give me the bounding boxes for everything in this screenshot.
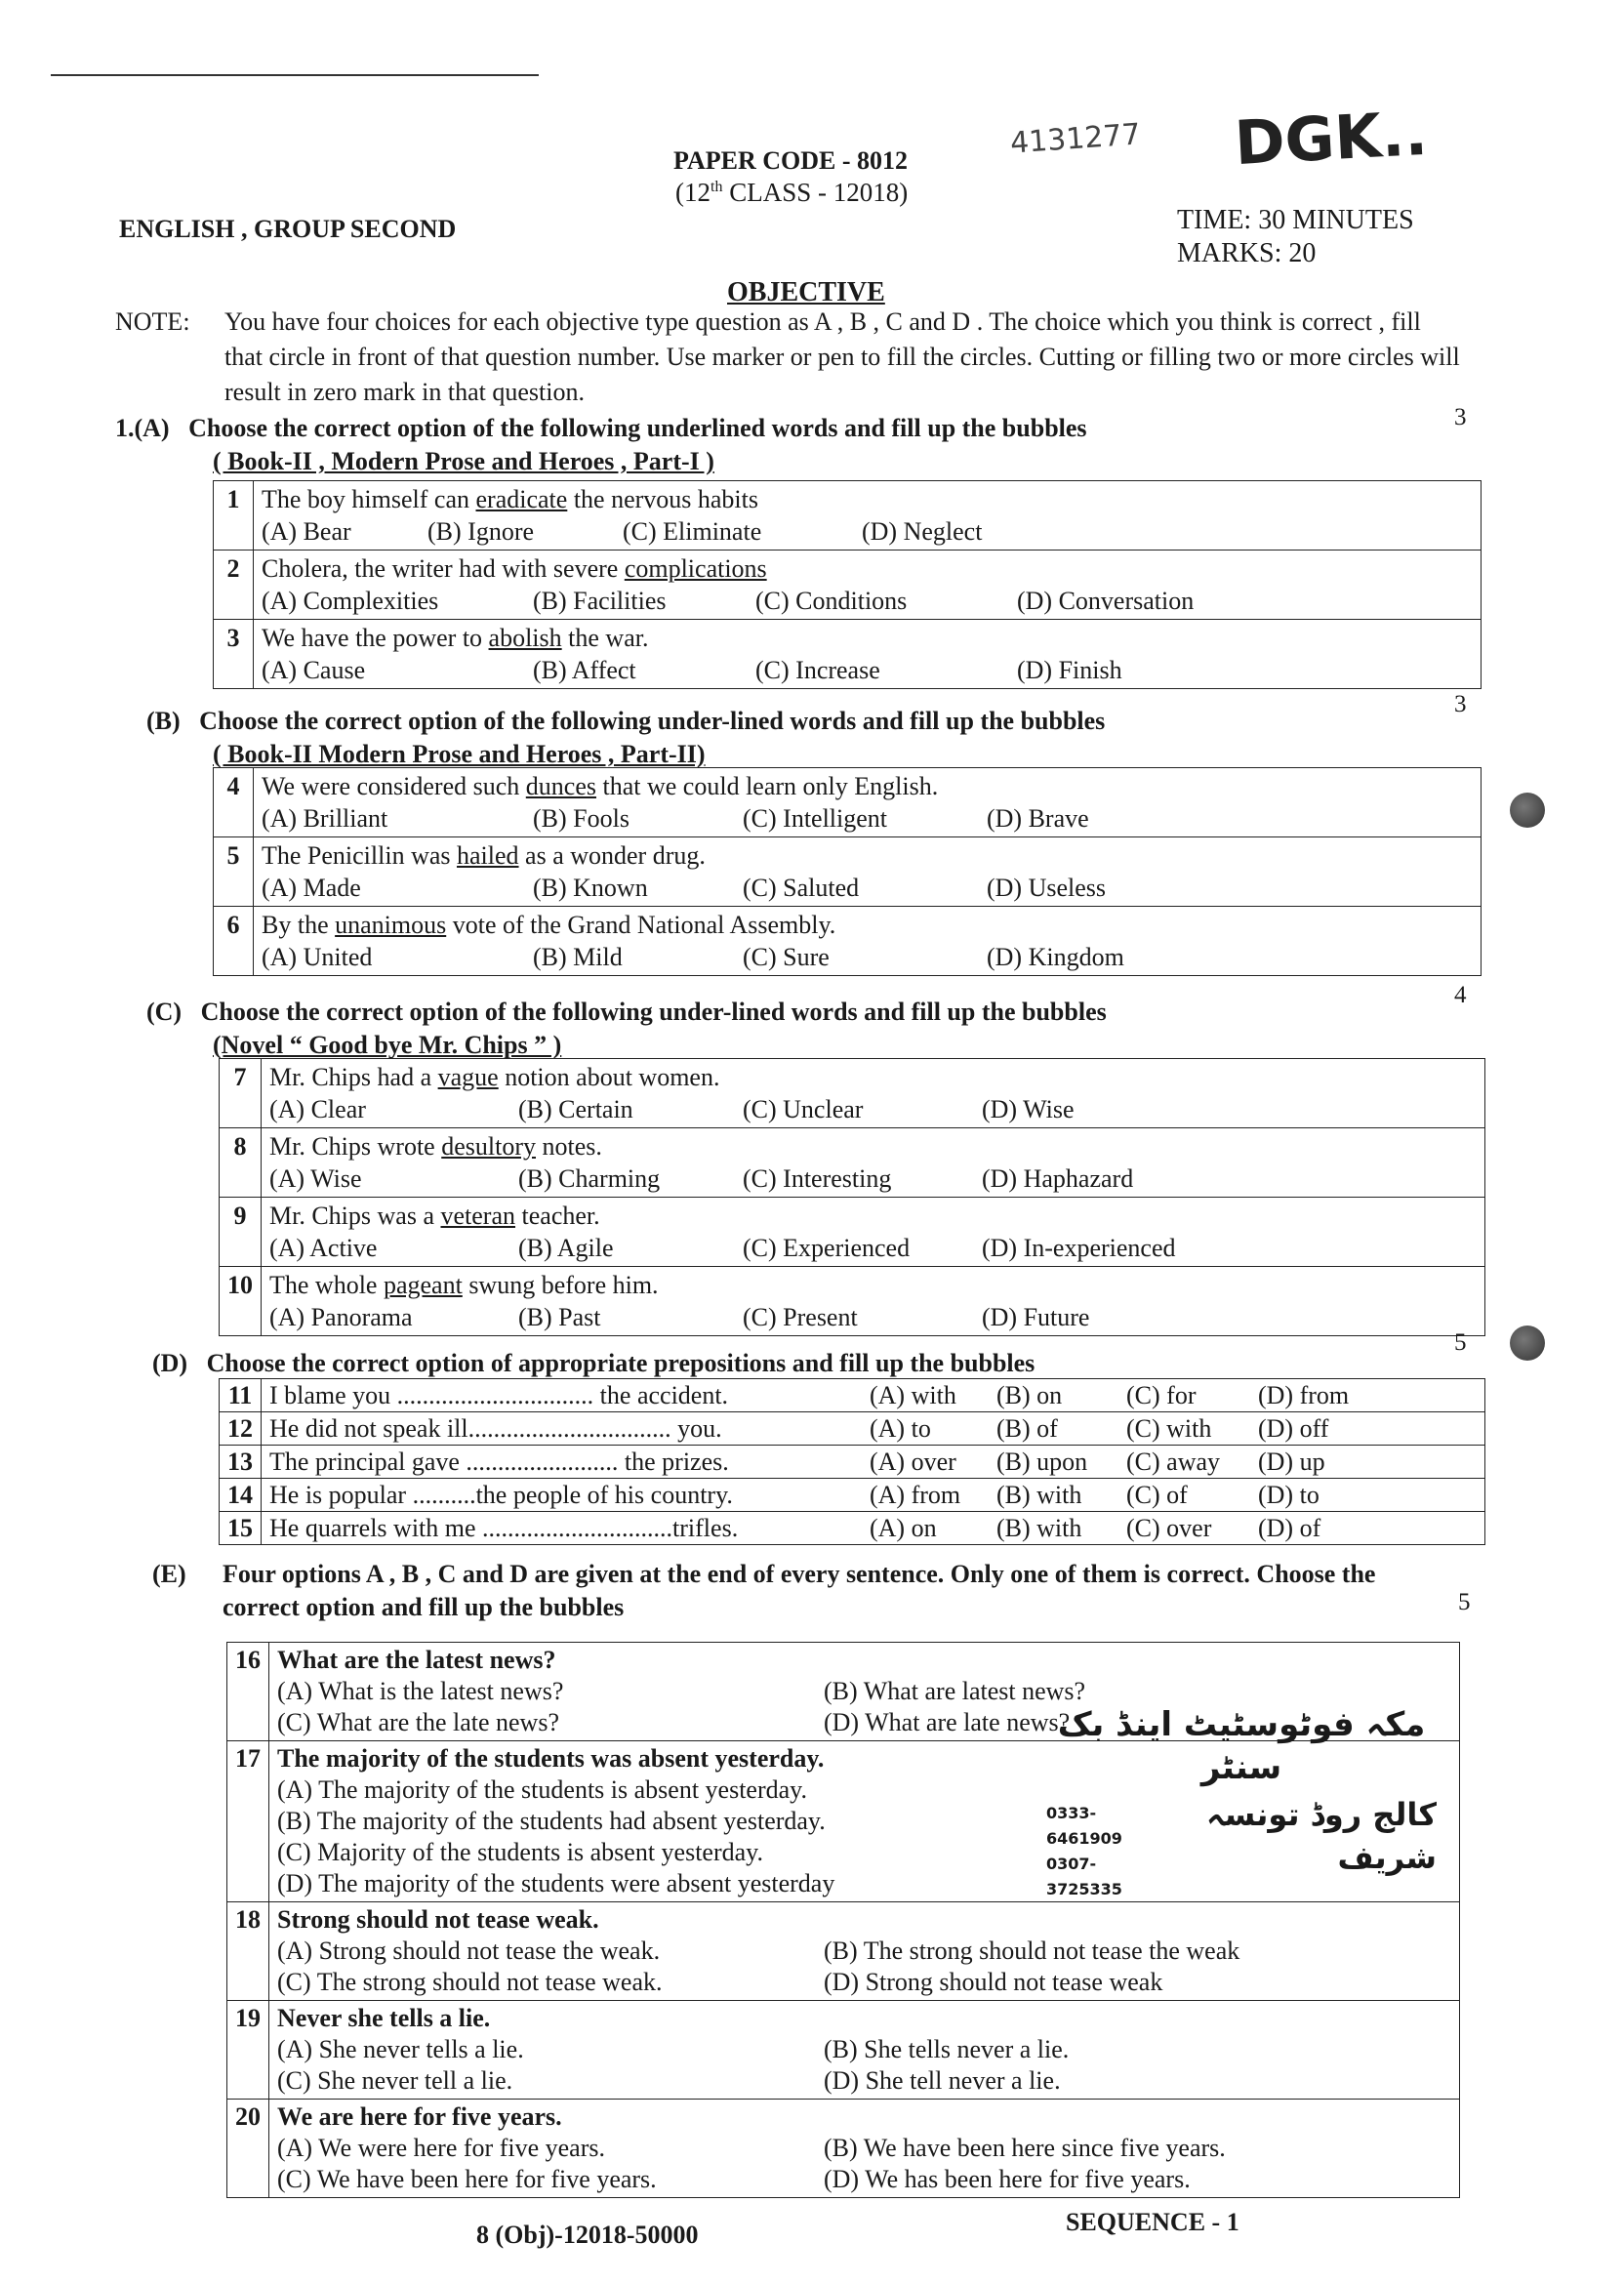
question-number: 18 [227,1902,269,2001]
section-b-heading [146,705,1415,771]
question-options [262,585,1473,617]
option-b: (B) She tells never a lie. [824,2035,1070,2063]
option-c: (C) of [1126,1481,1188,1509]
question-line [269,1481,1477,1509]
section-b-number: (B) [146,707,181,735]
footer-sequence: SEQUENCE - 1 [1066,2208,1239,2236]
question-line [269,1414,1477,1443]
section-c-table [219,1058,1485,1336]
option-a: (A) Cause [262,656,366,684]
section-a-marks: 3 [1454,404,1467,430]
option-c: (C) Eliminate [623,517,762,546]
question-number: 15 [220,1512,262,1545]
question-text: He quarrels with me ..............................trifles. [269,1514,739,1542]
question-text: We are here for five years. [277,2102,562,2131]
option-a: (A) Wise [269,1164,362,1193]
option-c: (C) Increase [755,656,880,684]
option-c: (C) What are the late news? [277,1708,559,1736]
question-number: 5 [214,837,254,907]
question-row [214,907,1482,976]
option-a: (A) Panorama [269,1303,413,1331]
stamp-phone-2: 0307-3725335 [1046,1855,1122,1898]
option-a: (A) over [870,1448,956,1476]
question-number: 7 [220,1059,262,1128]
question-text: What are the latest news? [277,1646,556,1674]
option-b: (B) The majority of the students had absent yesterday. [277,1807,826,1835]
option-b: (B) Fools [533,804,629,833]
section-b-marks: 3 [1454,691,1467,717]
question-number: 2 [214,551,254,620]
option-c: (C) Experienced [743,1234,911,1262]
option-b: (B) Past [518,1303,601,1331]
option-c: (C) with [1126,1414,1212,1443]
note-label: NOTE: [115,307,190,336]
option-d: (D) We has been here for five years. [824,2165,1191,2193]
option-a: (A) on [870,1514,937,1542]
question-row [227,2100,1460,2198]
subject-title: ENGLISH , GROUP SECOND [119,215,457,243]
option-a: (A) Strong should not tease the weak. [277,1937,661,1965]
option-a: (A) What is the latest news? [277,1677,564,1705]
question-options [262,872,1473,904]
question-number: 16 [227,1643,269,1741]
option-c: (C) Interesting [743,1164,892,1193]
option-d: (D) Future [982,1303,1090,1331]
question-line [269,1514,1477,1542]
question-number: 14 [220,1479,262,1512]
option-a: (A) She never tells a lie. [277,2035,524,2063]
question-text: Never she tells a lie. [277,2004,491,2032]
section-c-heading [146,996,1415,1062]
option-d: (D) Neglect [862,517,983,546]
question-number: 11 [220,1379,262,1412]
section-a-table [213,480,1482,689]
section-b-table [213,767,1482,976]
question-number: 1 [214,481,254,551]
option-a: (A) Bear [262,517,351,546]
question-row [220,1128,1485,1198]
option-b: (B) Known [533,874,648,902]
stamp-urdu-line-1: مکہ فوٹوسٹیٹ اینڈ بک سنٹر [1057,1705,1426,1787]
question-number: 19 [227,2001,269,2100]
objective-heading: OBJECTIVE [727,277,885,307]
option-a: (A) to [870,1414,931,1443]
option-d: (D) She tell never a lie. [824,2066,1061,2095]
question-row [214,837,1482,907]
question-number: 20 [227,2100,269,2198]
section-c-marks: 4 [1454,982,1467,1008]
option-a: (A) We were here for five years. [277,2134,605,2162]
instructions-note [115,305,1462,410]
option-b: (B) Facilities [533,587,667,615]
option-a: (A) from [870,1481,961,1509]
stamp-urdu-line-2: کالج روڈ تونسہ شریف [1206,1796,1437,1876]
option-b: (B) of [996,1414,1058,1443]
option-c: (C) for [1126,1381,1197,1409]
question-number: 17 [227,1741,269,1902]
shop-stamp [1046,1703,1437,1903]
footer-code: 8 (Obj)-12018-50000 [476,2221,699,2249]
section-c-book: (Novel “ Good bye Mr. Chips ” ) [213,1031,562,1059]
question-line [269,1381,1477,1409]
option-c: (C) She never tell a lie. [277,2066,513,2095]
question-options [269,1232,1477,1264]
section-a-book: ( Book-II , Modern Prose and Heroes , Part-I ) [213,447,714,475]
punch-hole-mark [1510,1326,1545,1361]
question-row [220,1267,1485,1336]
section-b-title: Choose the correct option of the following under-lined words and fill up the bubbles [199,707,1106,735]
option-d: (D) Wise [982,1095,1075,1123]
option-d: (D) Kingdom [987,943,1124,971]
option-b: (B) Mild [533,943,623,971]
question-line [269,1448,1477,1476]
question-text: Mr. Chips wrote desultory notes. [269,1132,602,1161]
option-d: (D) In-experienced [982,1234,1176,1262]
question-text: Mr. Chips was a veteran teacher. [269,1202,600,1230]
section-a-number: 1.(A) [115,414,170,442]
handwritten-tag: DGK.. [1233,97,1430,180]
option-a: (A) with [870,1381,956,1409]
section-e-number: (E) [152,1560,186,1588]
question-row [220,1059,1485,1128]
option-d: (D) up [1258,1448,1325,1476]
question-text: By the unanimous vote of the Grand National Assembly. [262,911,836,939]
option-d: (D) Finish [1017,656,1122,684]
option-b: (B) Charming [518,1164,661,1193]
question-number: 4 [214,768,254,837]
question-text: The majority of the students was absent yesterday. [277,1744,825,1773]
section-b-book: ( Book-II Modern Prose and Heroes , Part-II) [213,740,706,768]
section-e-title: Four options A , B , C and D are given at the end of every sentence. Only one of them is correct. Choose the correct option and fill up the bubbles [223,1560,1376,1621]
section-c-number: (C) [146,998,183,1026]
question-text: We have the power to abolish the war. [262,624,649,652]
question-number: 8 [220,1128,262,1198]
option-c: (C) Intelligent [743,804,888,833]
question-options [269,1162,1477,1195]
option-d: (D) of [1258,1514,1321,1542]
option-a: (A) Clear [269,1095,366,1123]
section-c-title: Choose the correct option of the following under-lined words and fill up the bubbles [200,998,1107,1026]
section-e-heading [152,1558,1421,1624]
option-c: (C) away [1126,1448,1221,1476]
handwritten-code: 4131277 [1008,117,1142,161]
option-b: (B) with [996,1481,1082,1509]
question-text: Strong should not tease weak. [277,1905,599,1934]
question-number: 12 [220,1412,262,1446]
option-b: (B) upon [996,1448,1088,1476]
section-a-title: Choose the correct option of the following underlined words and fill up the bubbles [188,414,1087,442]
question-row [220,1446,1485,1479]
question-options [277,2133,1451,2195]
top-rule [51,74,539,76]
option-a: (A) Made [262,874,361,902]
option-a: (A) Complexities [262,587,439,615]
option-d: (D) Strong should not tease weak [824,1968,1163,1996]
option-b: (B) Certain [518,1095,633,1123]
section-d-number: (D) [152,1349,188,1377]
question-row [220,1512,1485,1545]
option-a: (A) Brilliant [262,804,388,833]
option-d: (D) from [1258,1381,1350,1409]
option-b: (B) Agile [518,1234,614,1262]
question-text: The boy himself can eradicate the nervous habits [262,485,758,513]
section-a-heading [115,412,1384,478]
option-c: (C) Conditions [755,587,908,615]
note-text: You have four choices for each objective type question as A , B , C and D . The choice which you think is correct , fill that circle in front of that question number. Use marker or pen to fill the circles. Cutting or filling two or more circles will result in zero mark in that question. [224,307,1460,406]
option-a: (A) The majority of the students is absent yesterday. [277,1775,807,1804]
section-d-heading [152,1347,1421,1380]
punch-hole-mark [1510,793,1545,828]
question-text: He did not speak ill................................ you. [269,1414,722,1443]
question-number: 3 [214,620,254,689]
question-number: 9 [220,1198,262,1267]
option-c: (C) Majority of the students is absent yesterday. [277,1838,763,1866]
question-row [227,1902,1460,2001]
section-d-marks: 5 [1454,1329,1467,1356]
question-text: The principal gave ........................ the prizes. [269,1448,729,1476]
option-d: (D) to [1258,1481,1320,1509]
option-d: (D) What are late news? [824,1708,1071,1736]
option-c: (C) We have been here for five years. [277,2165,657,2193]
option-b: (B) Ignore [427,517,535,546]
option-d: (D) off [1258,1414,1329,1443]
paper-code: PAPER CODE - 8012 [673,146,909,175]
question-text: Cholera, the writer had with severe complications [262,554,767,583]
question-text: The whole pageant swung before him. [269,1271,659,1299]
question-number: 13 [220,1446,262,1479]
question-row [214,620,1482,689]
option-b: (B) with [996,1514,1082,1542]
question-options [262,802,1473,835]
class-line: (12th CLASS - 12018) [675,178,909,207]
option-d: (D) Brave [987,804,1089,833]
question-row [214,551,1482,620]
option-b: (B) We have been here since five years. [824,2134,1226,2162]
time-allowed: TIME: 30 MINUTES [1177,205,1414,235]
option-a: (A) United [262,943,373,971]
question-options [262,941,1473,973]
question-row [220,1479,1485,1512]
question-options [277,2034,1451,2097]
question-row [227,2001,1460,2100]
total-marks: MARKS: 20 [1177,238,1317,268]
option-c: (C) Present [743,1303,858,1331]
option-d: (D) Conversation [1017,587,1195,615]
option-b: (B) The strong should not tease the weak [824,1937,1240,1965]
question-text: I blame you ............................... the accident. [269,1381,729,1409]
section-d-table [219,1378,1485,1545]
question-number: 10 [220,1267,262,1336]
section-e-marks: 5 [1458,1589,1471,1615]
question-row [220,1379,1485,1412]
question-text: The Penicillin was hailed as a wonder drug. [262,841,706,870]
question-options [262,654,1473,686]
question-row [220,1412,1485,1446]
question-text: He is popular ..........the people of his country. [269,1481,733,1509]
option-c: (C) Unclear [743,1095,864,1123]
question-number: 6 [214,907,254,976]
question-options [262,515,1473,548]
option-d: (D) The majority of the students were absent yesterday [277,1869,835,1897]
option-c: (C) The strong should not tease weak. [277,1968,663,1996]
stamp-phone-1: 0333-6461909 [1046,1804,1122,1848]
section-d-title: Choose the correct option of appropriate prepositions and fill up the bubbles [206,1349,1035,1377]
option-b: (B) on [996,1381,1063,1409]
question-text: We were considered such dunces that we could learn only English. [262,772,939,800]
question-options [277,1936,1451,1998]
question-row [214,768,1482,837]
option-a: (A) Active [269,1234,378,1262]
option-b: (B) What are latest news? [824,1677,1086,1705]
option-d: (D) Haphazard [982,1164,1134,1193]
option-c: (C) Saluted [743,874,860,902]
question-options [269,1301,1477,1333]
option-c: (C) over [1126,1514,1212,1542]
question-options [269,1093,1477,1125]
option-c: (C) Sure [743,943,830,971]
option-d: (D) Useless [987,874,1107,902]
question-row [220,1198,1485,1267]
question-text: Mr. Chips had a vague notion about women. [269,1063,720,1091]
question-row [214,481,1482,551]
option-b: (B) Affect [533,656,636,684]
